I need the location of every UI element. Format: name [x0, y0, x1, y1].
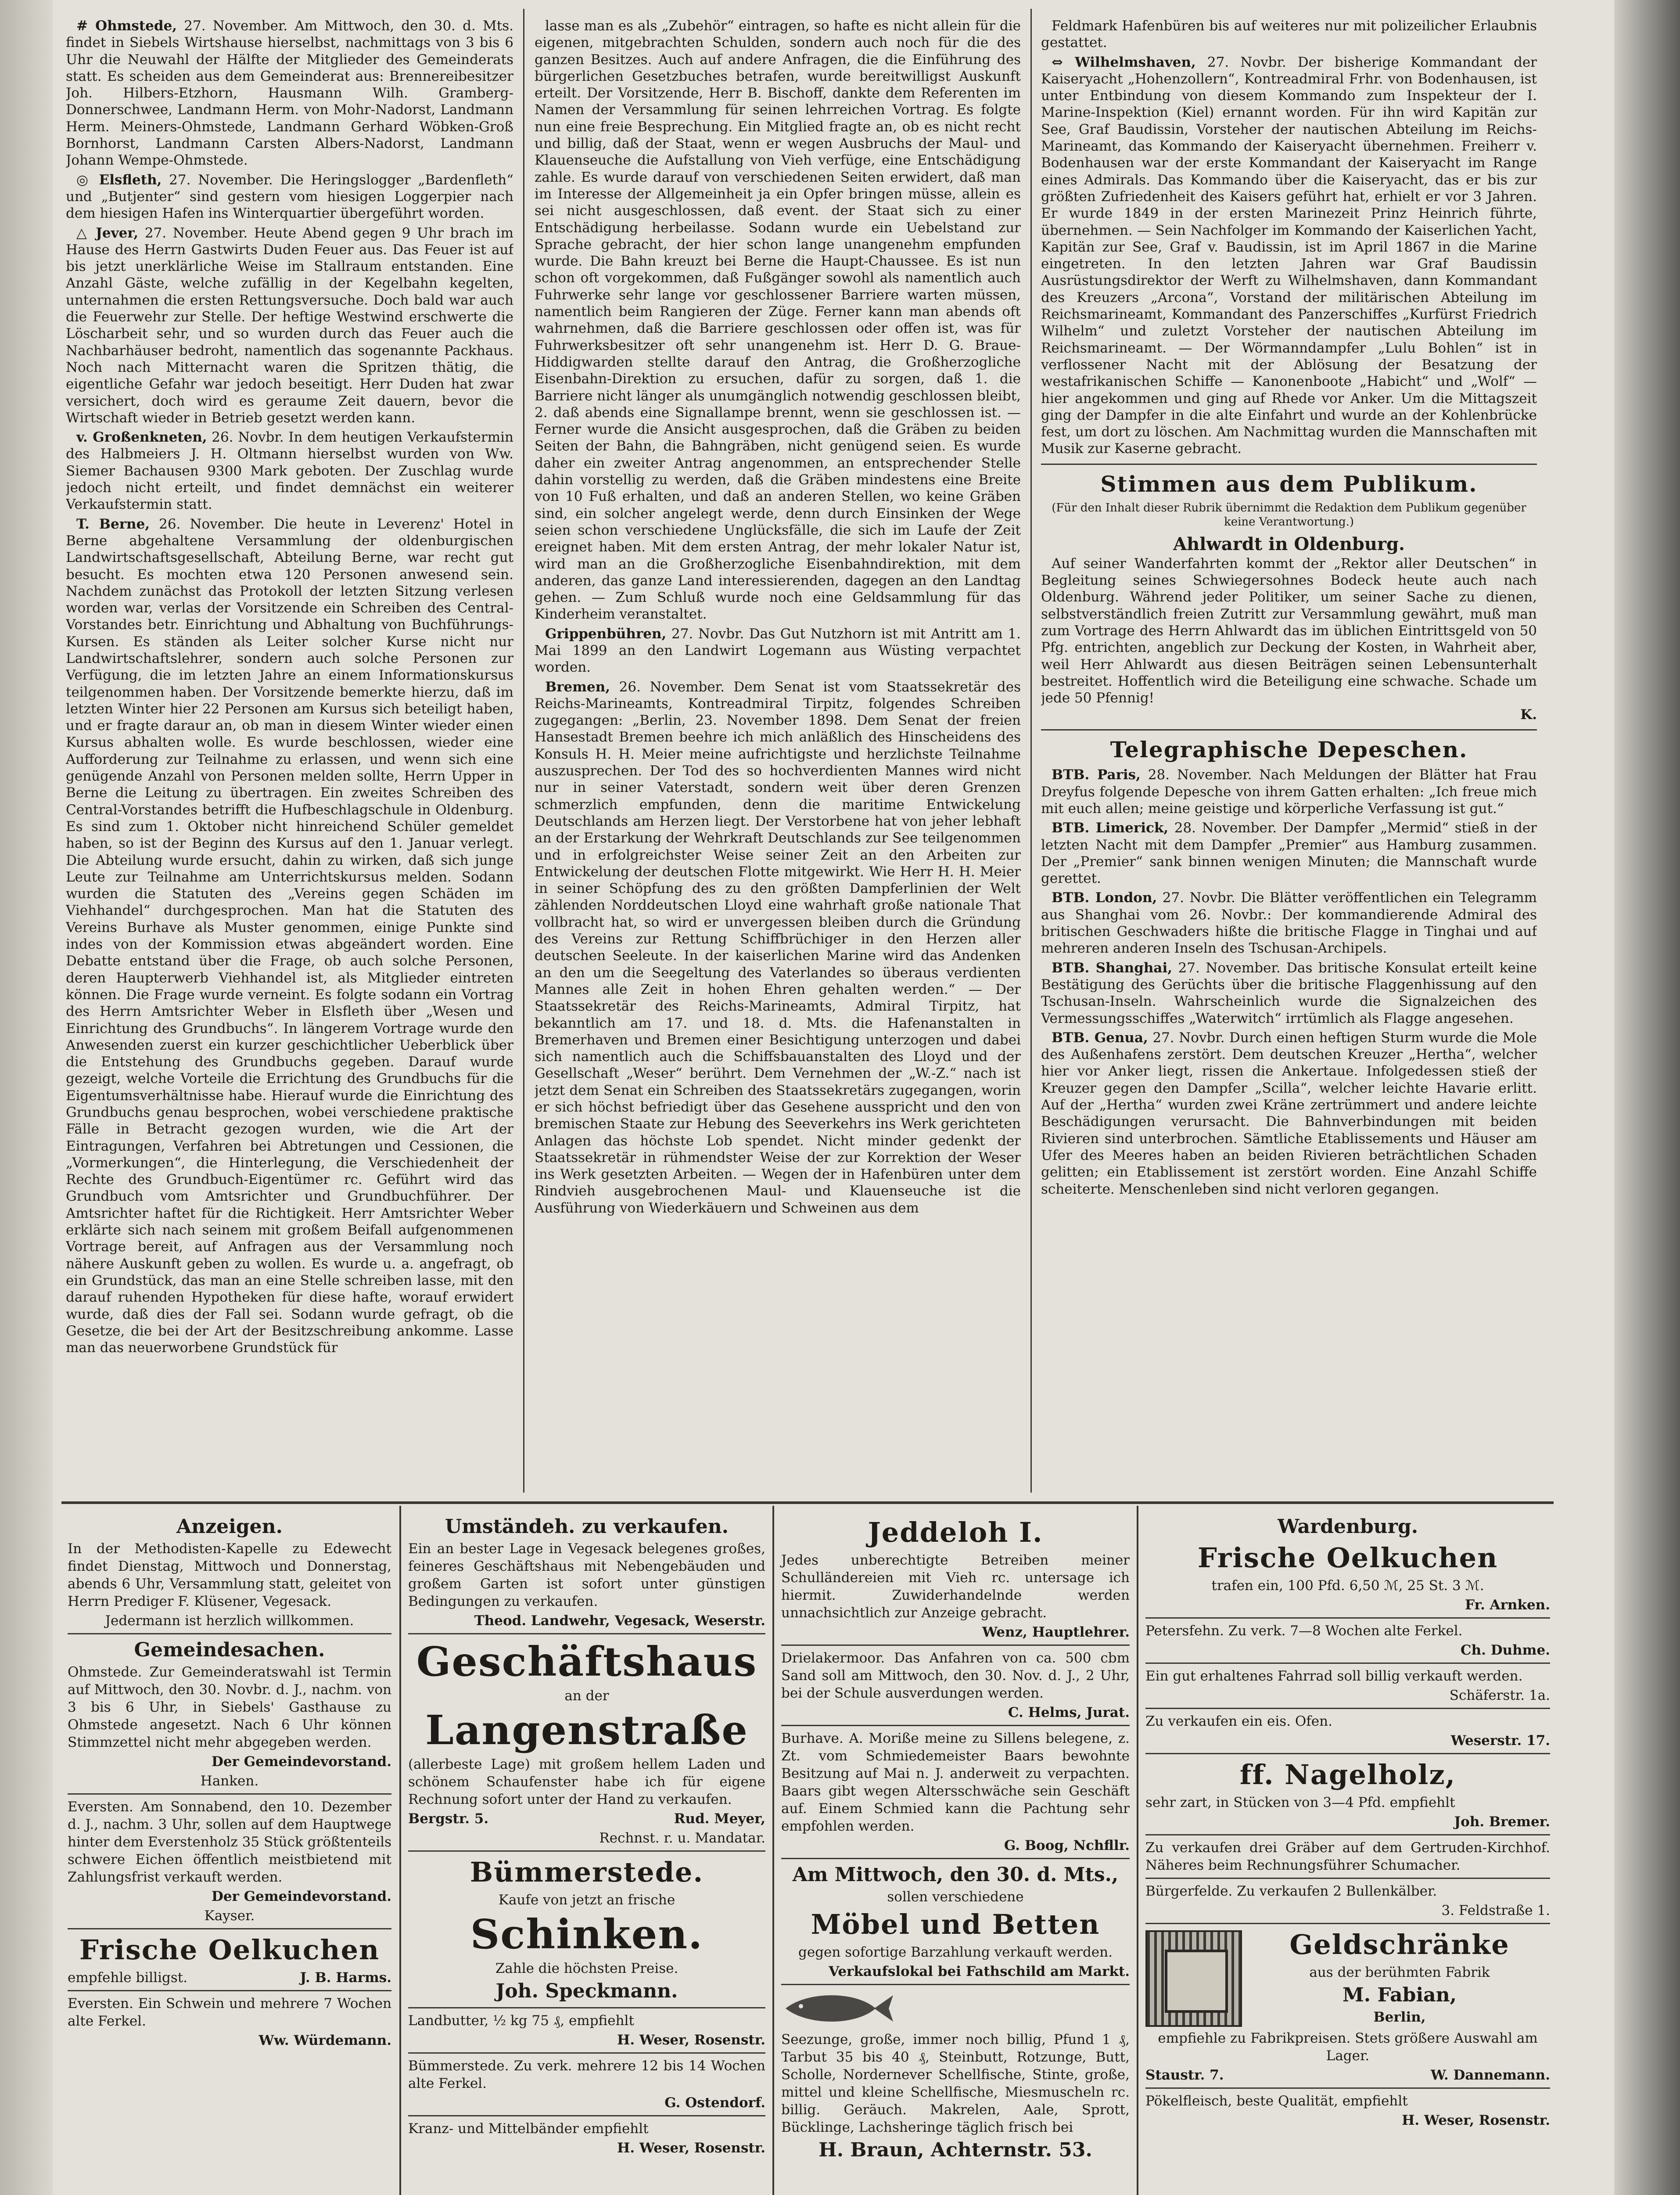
news-dateline: BTB. Genua,	[1052, 1029, 1148, 1046]
ad-eversten-text: Eversten. Am Sonnabend, den 10. Dezember d. J., nachm. 3 Uhr, sollen auf dem Hauptwege hinter dem Everstenholz 35 Stück größtenteils schwere Eichen öffentlich meistbietend mit Zahlungsfrist verkauft werden.	[68, 1799, 391, 1885]
ad-gemeinde-sign: Der Gemeindevorstand.	[211, 1754, 391, 1770]
ad-nagelholz-name: Joh. Bremer.	[1454, 1814, 1550, 1830]
ad-column-c	[775, 1510, 1136, 2195]
ad-column-rule	[399, 1506, 401, 2195]
ad-umstaende-text: Ein an bester Lage in Vegesack belegenes großes, feineres Geschäftshaus mit Nebengebäuden und großem Garten ist sofort unter günstigen Bedingungen zu verkaufen.	[408, 1541, 765, 1609]
ad-geldschraenke-addr: Staustr. 7.	[1145, 2067, 1224, 2083]
news-text: 27. November. Heute Abend gegen 9 Uhr brach im Hause des Herrn Gastwirts Duden Feuer aus. Das Feuer ist auf bis jetzt unerklärliche Weise im Stallraum entstanden. Eine Anzahl Gäste, welche zufällig in der Kegelbahn kegelten, unternahmen die ersten Rettungsversuche. Doch bald war auch die Feuerwehr zur Stelle. Der heftige Westwind erschwerte die Löscharbeit sehr, und so wurden durch das Feuer auch die Nachbarhäuser bedroht, namentlich das sogenannte Packhaus. Noch nach Mitternacht waren die Spritzen thätig, die eigentliche Gefahr war jedoch beseitigt. Herr Duden hat zwar versichert, doch wird es geraume Zeit dauern, bevor die Wirtschaft wieder in Betrieb gesetzt werden kann.	[66, 225, 513, 426]
ad-ofen-name: Weserstr. 17.	[1450, 1733, 1550, 1749]
news-paragraph	[66, 225, 513, 427]
news-paragraph	[1041, 960, 1537, 1027]
ad-geldschraenke-heading: Geldschränke	[1289, 1929, 1510, 1961]
ad-column-b	[402, 1510, 772, 2195]
ad-langenstrasse-heading: Langenstraße	[425, 1706, 748, 1754]
ad-wardenburg-top: Wardenburg.	[1277, 1515, 1418, 1538]
telegraph-heading: Telegraphische Depeschen.	[1110, 737, 1468, 763]
ad-schwein-name: Ww. Würdemann.	[258, 2033, 391, 2048]
ad-ferkel-text: Bümmerstede. Zu verk. mehrere 12 bis 14 Wochen alte Ferkel.	[408, 2058, 765, 2091]
ad-mittwoch-addr: Verkaufslokal bei Fathschild am Markt.	[829, 1964, 1130, 1979]
ad-ferkel-name: G. Ostendorf.	[664, 2095, 765, 2111]
ad-wardenburg-name: Fr. Arnken.	[1465, 1597, 1550, 1613]
ad-drielakermoor-text: Drielakermoor. Das Anfahren von ca. 500 cbm Sand soll am Mittwoch, den 30. Nov. d. J., 2 Uhr, bei der Schule ausverdungen werden.	[781, 1650, 1130, 1701]
stimmen-title: Ahlwardt in Oldenburg.	[1173, 533, 1405, 554]
ad-geldschraenke-text: aus der berühmten Fabrik	[1309, 1965, 1490, 1980]
ad-column-rule	[1137, 1506, 1138, 2195]
ad-buemmerstede-text2: Zahle die höchsten Preise.	[495, 1961, 678, 1976]
news-paragraph	[1041, 766, 1537, 817]
ad-petersfehn-text: Petersfehn. Zu verk. 7—8 Wochen alte Ferkel.	[1145, 1623, 1463, 1639]
news-text: 28. November. Nach Meldungen der Blätter hat Frau Dreyfus folgende Depesche von ihrem Gatten erhalten: „Ich freue mich mit euch allen; meine geistige und körperliche Verfassung ist gut.“	[1041, 767, 1537, 817]
news-dateline: BTB. Limerick,	[1052, 820, 1169, 836]
news-dateline: T. Berne,	[76, 516, 150, 532]
ad-geschaeftshaus-name: Rud. Meyer,	[674, 1811, 765, 1827]
ad-fahrrad-name: Schäferstr. 1a.	[1449, 1688, 1550, 1703]
news-dateline: ◎ Elsfleth,	[76, 172, 162, 188]
ad-column-a	[61, 1510, 398, 2195]
ad-braun-name: H. Braun, Achternstr. 53.	[818, 2139, 1092, 2161]
news-paragraph	[66, 429, 513, 513]
ad-nagelholz-heading: ff. Nagelholz,	[1239, 1759, 1456, 1791]
ad-burhave-text: Burhave. A. Moriße meine zu Sillens belegene, z. Zt. vom Schmiedemeister Baars bewohnte Besitzung auf Mai n. J. anderweit zu verpachten. Baars gibt wegen Altersschwäche sein Geschäft auf. Einem Schmied kann die Pachtung sehr empfohlen werden.	[781, 1731, 1130, 1834]
ad-landbutter-text: Landbutter, ½ kg 75 ₰, empfiehlt	[408, 2013, 634, 2029]
news-paragraph	[535, 626, 1021, 676]
ad-burhave-name: G. Boog, Nchfllr.	[1004, 1838, 1130, 1853]
ad-oelkuchen-text: empfehle billigst.	[68, 1970, 188, 1986]
ad-mittwoch-text: sollen verschiedene	[887, 1889, 1024, 1905]
news-text: Feldmark Hafenbüren bis auf weiteres nur mit polizeilicher Erlaubnis gestattet.	[1041, 18, 1537, 51]
ad-fabian-city: Berlin,	[1373, 2009, 1426, 2025]
news-paragraph	[66, 516, 513, 1357]
ad-eversten-sign2: Kayser.	[204, 1908, 255, 1924]
news-column-2	[535, 18, 1021, 1493]
section-rule	[1041, 729, 1537, 730]
ad-bullen-name: 3. Feldstraße 1.	[1441, 1903, 1550, 1918]
stimmen-sign: K.	[1520, 707, 1537, 723]
ad-methodisten-welcome: Jedermann ist herzlich willkommen.	[105, 1613, 354, 1629]
ad-buemmerstede-heading: Bümmerstede.	[470, 1856, 704, 1888]
news-paragraph	[66, 172, 513, 222]
news-paragraph	[1041, 820, 1537, 887]
ad-landbutter-name: H. Weser, Rosenstr.	[617, 2032, 765, 2048]
ad-gemeinde-heading: Gemeindesachen.	[134, 1639, 325, 1661]
ad-wardenburg-heading: Frische Oelkuchen	[1197, 1542, 1498, 1574]
ad-bullen-text: Bürgerfelde. Zu verkaufen 2 Bullenkälber.	[1145, 1883, 1437, 1899]
news-text: 27. November. Das britische Konsulat erteilt keine Bestätigung des Gerüchts über die britische Flaggenhissung auf den Tschusan-Inseln. Wahrscheinlich wurde die Signalzeichen des Vermessungsschiffes „Waterwitch“ irrtümlich als Flagge angesehen.	[1041, 960, 1537, 1026]
news-text: 27. Novbr. Das Gut Nutzhorn ist mit Antritt am 1. Mai 1899 an den Landwirt Logemann aus Wüsting verpachtet worden.	[535, 626, 1021, 676]
ad-eversten-sign: Der Gemeindevorstand.	[211, 1889, 391, 1904]
news-dateline: Bremen,	[545, 679, 610, 695]
stimmen-text: Auf seiner Wanderfahrten kommt der „Rektor aller Deutschen“ in Begleitung seines Schwiegersohnes Bodeck heute auch nach Oldenburg. Während jeder Politiker, um seiner Sache zu dienen, selbstverständlich freien Zutritt zur Versammlung gewährt, muß man zum Vortrage des Herrn Ahlwardt das im üblichen Eintrittsgeld von 50 Pfg. entrichten, angeblich zur Deckung der Kosten, in Wahrheit aber, weil Herr Ahlwardt aus diesen Beiträgen seinen Lebensunterhalt bestreitet. Hoffentlich wird die Beteiligung eine schwache. Schade um jede 50 Pfennig!	[1041, 555, 1537, 706]
news-paragraph	[1041, 18, 1537, 51]
news-dateline: ⇔ Wilhelmshaven,	[1052, 54, 1196, 70]
ad-gemeinde-sign2: Hanken.	[200, 1773, 259, 1789]
column-rule	[1030, 9, 1032, 1493]
ad-geschaeftshaus-addr: Bergstr. 5.	[408, 1811, 489, 1827]
ad-geschaeftshaus-heading: Geschäftshaus	[416, 1638, 757, 1685]
column-rule	[523, 9, 524, 1493]
ad-geschaeftshaus-name2: Rechnst. r. u. Mandatar.	[599, 1830, 765, 1846]
ad-nagelholz-text: sehr zart, in Stücken von 3—4 Pfd. empfiehlt	[1145, 1795, 1455, 1810]
news-paragraph	[66, 18, 513, 169]
ad-methodisten-text: In der Methodisten-Kapelle zu Edewecht findet Dienstag, Mittwoch und Donnerstag, abends 6 Uhr, Versammlung statt, geleitet von Herrn Prediger F. Klüsener, Vegesack.	[68, 1541, 391, 1609]
news-text: 27. Novbr. Der bisherige Kommandant der Kaiseryacht „Hohenzollern“, Kontreadmiral Frhr. von Bodenhausen, ist unter Entbindung von diesem Kommando zum Inspekteur der I. Marine-Inspektion (Kiel) ernannt worden. Für ihn wird Kapitän zur See, Graf Baudissin, Vorsteher der nautischen Abteilung im Reichs-Marineamt, das Kommando der Kaiseryacht übernehmen. Freiherr v. Bodenhausen war der erste Kommandant der Kaiseryacht im Range eines Admirals. Das Kommando über die Kaiseryacht, das er bis zur größten Zufriedenheit des Kaisers geführt hat, erhielt er vor 3 Jahren. Er wurde 1849 in der ersten Marinezeit Prinz Heinrich führte, übernehmen. — Sein Nachfolger im Kommando der Kaiserlichen Yacht, Kapitän zur See, Graf v. Baudissin, ist im April 1867 in die Marine eingetreten. In den letzten Jahren war Graf Baudissin Ausrüstungsdirektor der Werft zu Wilhelmshaven, dann Kommandant des Kreuzers „Arcona“, Vorstand der militärischen Abteilung im Reichsmarineamt, Kommandant des Panzerschiffes „Kurfürst Friedrich Wilhelm“ und zuletzt Vorsteher der nautischen Abteilung im Reichsmarineamt. — Der Wörmanndampfer „Lulu Bohlen“ ist in verflossener Nacht mit der Ablösung der Besatzung der westafrikanischen Schiffe — Kanonenboote „Habicht“ und „Wolf“ — hier angekommen und ging auf Rhede vor Anker. Um die Mittagszeit ging der Dampfer in die alte Einfahrt und wurde an der Kohlenbrücke fest, um dort zu löschen. Am Nachmittag wurden die Mannschaften mit Musik zur Kaserne gebracht.	[1041, 54, 1537, 457]
news-dateline: BTB. Paris,	[1052, 767, 1141, 783]
ad-umstaende-heading: Umständeh. zu verkaufen.	[445, 1515, 729, 1538]
ad-jeddeloh-name: Wenz, Hauptlehrer.	[982, 1624, 1130, 1640]
ad-fabian-name: M. Fabian,	[1343, 1984, 1457, 2006]
page-left-edge	[0, 0, 53, 2195]
ad-mittwoch-heading: Am Mittwoch, den 30. d. Mts.,	[792, 1864, 1119, 1886]
ad-graeber-text: Zu verkaufen drei Gräber auf dem Gertruden-Kirchhof. Näheres beim Rechnungsführer Schumacher.	[1145, 1840, 1550, 1873]
ad-fahrrad-text: Ein gut erhaltenes Fahrrad soll billig verkauft werden.	[1145, 1668, 1523, 1684]
news-paragraph	[1041, 54, 1537, 457]
ad-petersfehn-name: Ch. Duhme.	[1460, 1642, 1550, 1658]
news-paragraph	[1041, 1029, 1537, 1198]
ad-oelkuchen-heading: Frische Oelkuchen	[79, 1934, 380, 1966]
ad-ofen-text: Zu verkaufen ein eis. Ofen.	[1145, 1713, 1332, 1729]
newspaper-page	[53, 0, 1615, 2195]
stimmen-disclaimer: (Für den Inhalt dieser Rubrik übernimmt die Redaktion dem Publikum gegenüber keine Verantwortung.)	[1052, 501, 1526, 529]
ad-jeddeloh-text: Jedes unberechtigte Betreiben meiner Schulländereien mit Vieh rc. untersage ich hiermit. Zuwiderhandelnde werden unnachsichtlich zur Anzeige gebracht.	[781, 1552, 1130, 1621]
news-paragraph	[535, 679, 1021, 1217]
ad-drielakermoor-name: C. Helms, Jurat.	[1008, 1705, 1130, 1720]
fish-icon	[781, 1989, 895, 2028]
news-text: 27. November. Die Heringslogger „Bardenfleth“ und „Butjenter“ sind gestern vom hiesigen Loggerpier nach dem hiesigen Hafen ins Winterquartier übergeführt worden.	[66, 172, 513, 222]
ad-poekelfleisch-text: Pökelfleisch, beste Qualität, empfiehlt	[1145, 2093, 1408, 2109]
stimmen-heading: Stimmen aus dem Publikum.	[1100, 471, 1478, 497]
ad-kranz-name: H. Weser, Rosenstr.	[617, 2140, 765, 2156]
news-text: 27. November. Am Mittwoch, den 30. d. Mts. findet in Siebels Wirtshause hierselbst, nachmittags von 3 bis 6 Uhr die Neuwahl der Hälfte der Mitglieder des Gemeinderats statt. Es scheiden aus dem Gemeinderat aus: Brennereibesitzer Joh. Hilbers-Etzhorn, Hausmann Wilh. Gramberg-Donnerschwee, Landmann Herm. von Mohr-Nadorst, Landmann Herm. Meiners-Ohmstede, Landmann Gerhard Wöbken-Groß Bornhorst, Landmann Carsten Albers-Nadorst, Landmann Johann Wempe-Ohmstede.	[66, 18, 513, 169]
news-dateline: v. Großenkneten,	[76, 429, 207, 446]
safe-icon	[1145, 1930, 1242, 2027]
ad-jeddeloh-heading: Jeddeloh I.	[868, 1516, 1043, 1548]
news-dateline: △ Jever,	[76, 225, 139, 241]
news-text: 28. November. Der Dampfer „Mermid“ stieß in der letzten Nacht mit dem Dampfer „Premier“ aus Hamburg zusammen. Der „Premier“ sank binnen wenigen Minuten; die Mannschaft wurde gerettet.	[1041, 820, 1537, 887]
ad-wardenburg-text: trafen ein, 100 Pfd. 6,50 ℳ, 25 St. 3 ℳ.	[1211, 1578, 1484, 1594]
ad-geldschraenke-text2: empfiehle zu Fabrikpreisen. Stets größere Auswahl am Lager.	[1158, 2030, 1538, 2064]
ad-buemmerstede-text: Kaufe von jetzt an frische	[498, 1892, 675, 1908]
news-dateline: BTB. Shanghai,	[1052, 960, 1173, 976]
ad-oelkuchen-name: J. B. Harms.	[300, 1970, 391, 1986]
ad-umstaende-name: Theod. Landwehr, Vegesack, Weserstr.	[474, 1613, 765, 1629]
ad-mittwoch-text2: gegen sofortige Barzahlung verkauft werden.	[798, 1944, 1113, 1960]
news-dateline: BTB. London,	[1052, 890, 1157, 906]
ad-gemeinde-text: Ohmstede. Zur Gemeinderatswahl ist Termin auf Mittwoch, den 30. Novbr. d. J., nachm. von 3 bis 6 Uhr, in Siebels' Gasthause zu Ohmstede angesetzt. Nach 6 Uhr können Stimmzettel nicht mehr abgegeben werden.	[68, 1664, 391, 1750]
news-dateline: # Ohmstede,	[76, 18, 177, 34]
news-text: 26. November. Dem Senat ist vom Staatssekretär des Reichs-Marineamts, Kontreadmiral Tirpitz, folgendes Schreiben zugegangen: „Berlin, 23. November 1898. Dem Senat der freien Hansestadt Bremen beehre ich mich anläßlich des Hinscheidens des Konsuls H. H. Meier meine aufrichtigste und herzlichste Teilnahme auszusprechen. Der Tod des so hochverdienten Mannes wird nicht nur in seiner Vaterstadt, sondern weit über deren Grenzen schmerzlich empfunden, denn die maritime Entwickelung Deutschlands am Herzen liegt. Der Verstorbene hat von jeher lebhaft an der Erstarkung der Wehrkraft Deutschlands zur See teilgenommen und in erfolgreichster Weise seiner Zeit an den Arbeiten zur Entwickelung der deutschen Flotte mitgewirkt. Wie Herr H. H. Meier in seiner Schöpfung des zu den größten Dampferlinien der Welt zählenden Norddeutschen Lloyd eine wahrhaft große nationale That vollbracht hat, so wird er unvergessen bleiben durch die Gründung des Vereins zur Rettung Schiffbrüchiger in den Herzen aller deutschen Seeleute. In der kaiserlichen Marine wird das Andenken an den um die Seegeltung des Vaterlandes so überaus verdienten Mannes alle Zeit in hohen Ehren gehalten werden.“ — Der Staatssekretär des Reichs-Marineamts, Admiral Tirpitz, hat bekanntlich am 17. und 18. d. Mts. die Hafenanstalten in Bremerhaven und Bremen einer Besichtigung unterzogen und dabei sich namentlich auch die Schiffsbauanstalten des Lloyd und der Gesellschaft „Weser“ berührt. Dem Vernehmen der „W.-Z.“ nach ist jetzt dem Senat ein Schreiben des Staatssekretärs zugegangen, worin er sich höchst befriedigt über das Gesehene ausspricht und den von bremischen Staate zur Hebung des Seeverkehrs ins Werk gerichteten Anlagen das höchste Lob spendet. Nicht minder gedenkt der Staatssekretär in rühmendster Weise der zur Korrektion der Weser ins Werk gesetzten Arbeiten. — Wegen der in Hafenbüren unter dem Rindvieh ausgebrochenen Maul- und Klauenseuche ist die Ausführung von Wiederkäuern und Schweinen aus dem	[535, 679, 1021, 1216]
section-rule	[1041, 464, 1537, 465]
ads-top-rule	[61, 1501, 1554, 1504]
ad-geschaeftshaus-text: (allerbeste Lage) mit großem hellem Laden und schönem Schaufenster habe ich für eigene Rechnung sofort unter der Hand zu verkaufen.	[408, 1756, 765, 1807]
ad-column-rule	[772, 1506, 774, 2195]
news-text: lasse man es als „Zubehör“ eintragen, so hafte es nicht allein für die eigenen, mitgebrachten Schulden, sondern auch noch für die des ganzen Besitzes. Auch auf andere Anfragen, die die Einführung des bürgerlichen Gesetzbuches betrafen, wurde bereitwilligst Auskunft erteilt. Der Vorsitzende, Herr B. Bischoff, dankte dem Referenten im Namen der Versammlung für seinen lehrreichen Vortrag. Es folgte nun eine freie Besprechung. Ein Mitglied fragte an, ob es nicht recht und billig, daß der Staat, wenn er wegen Ausbruchs der Maul- und Klauenseuche die Aufstallung von Vieh verfüge, eine Entschädigung zahle. Es wurde darauf von verschiedenen Seiten erwidert, daß man im Interesse der Allgemeinheit ja ein Opfer bringen müsse, allein es sei nicht ausgeschlossen, daß event. der Staat sich zu einer Entschädigung herbeilasse. Sodann wurde ein Uebelstand zur Sprache gebracht, der hier schon lange unangenehm empfunden wurde. Die Bahn kreuzt bei Berne die Haupt-Chaussee. Es ist nun schon oft vorgekommen, daß Fußgänger sowohl als namentlich auch Fuhrwerke sehr lange vor geschlossener Barriere warten müssen, namentlich beim Rangieren der Züge. Ferner kann man abends oft wahrnehmen, daß die Barriere geschlossen oder offen ist, was für Fuhrwerksbesitzer oft sehr unangenehm ist. Herr D. G. Braue-Hiddigwarden stellte darauf den Antrag, die Großherzogliche Eisenbahn-Direktion zu ersuchen, dafür zu sorgen, daß 1. die Barriere nicht länger als unumgänglich notwendig geschlossen bleibt, 2. daß abends eine Signallampe brennt, wenn sie geschlossen ist. — Ferner wurde die Ansicht ausgesprochen, daß die Gräben zu beiden Seiten der Bahn, die Bahngräben, nicht genügend seien. Es wurde daher ein zweiter Antrag angenommen, an entsprechender Stelle dahin vorstellig zu werden, daß die Gräben mindestens eine Breite von 10 Fuß erhalten, und daß an anderen Stellen, wo keine Gräben sind, ein solcher angelegt werde, denn durch Einsinken der Wege seien schon verschiedene Unglücksfälle, die sich im Laufe der Zeit ereignet haben. Mit dem ersten Antrag, der mehr lokaler Natur ist, wird man an die Großherzogliche Eisenbahndirektion, mit dem anderen, das ganze Land interessierenden, dagegen an den Landtag gehen. — Zum Schluß wurde noch eine Geldsammlung für das Kinderheim veranstaltet.	[535, 18, 1021, 623]
news-text: 27. Novbr. Die Blätter veröffentlichen ein Telegramm aus Shanghai vom 26. Novbr.: Der kommandierende Admiral des britischen Geschwaders hißte die britische Flagge in Tinghai und auf mehreren anderen Inseln des Tschusan-Archipels.	[1041, 890, 1537, 957]
ad-moebel-heading: Möbel und Betten	[811, 1908, 1100, 1940]
ad-dannemann-name: W. Dannemann.	[1430, 2067, 1550, 2083]
ad-schwein-text: Eversten. Ein Schwein und mehrere 7 Wochen alte Ferkel.	[68, 1996, 391, 2029]
ad-speckmann-name: Joh. Speckmann.	[495, 1980, 678, 2002]
news-paragraph	[535, 18, 1021, 623]
ad-poekelfleisch-name: H. Weser, Rosenstr.	[1402, 2112, 1550, 2128]
news-column-3	[1041, 18, 1537, 1493]
news-paragraph	[1041, 889, 1537, 957]
page-binding-shadow	[1614, 0, 1680, 2195]
news-text: 26. November. Die heute in Leverenz' Hotel in Berne abgehaltene Versammlung der oldenburgischen Landwirtschaftsgesellschaft, Abteilung Berne, war recht gut besucht. Es mochten etwa 120 Personen anwesend sein. Nachdem zunächst das Protokoll der letzten Sitzung verlesen worden war, verlas der Vorsitzende ein Schreiben des Central-Vorstandes betr. Einrichtung und Abhaltung von Buchführungs-Kursen. Es ständen als Leiter solcher Kurse nicht nur Landwirtschaftslehrer, sondern auch solche Personen zur Verfügung, die im letzten Jahre an einem Informationskursus teilgenommen haben. Der Vorsitzende bemerkte hierzu, daß im letzten Winter hier 22 Personen am Kursus sich beteiligt haben, und er fragte daraur an, ob man in diesem Winter wieder einen Kursus abhalten wolle. Es wurde beschlossen, wieder eine Aufforderung zur Teilnahme zu erlassen, und wenn sich eine genügende Anzahl von Personen melden sollte, Herrn Upper in Berne die Leitung zu übertragen. Ein zweites Schreiben des Central-Vorstandes betrifft die Hufbeschlagschule in Oldenburg. Es sind zum 1. Oktober nicht hinreichend Schüler gemeldet haben, so ist der Beginn des Kursus auf den 1. Januar verlegt. Die Abteilung wurde ersucht, dahin zu wirken, daß sich junge Leute zur Teilnahme am Unterrichtskursus melden. Sodann wurden die Statuten des „Vereins gegen Schäden im Viehhandel“ durchgesprochen. Man hat die Statuten des Vereins Burhave als Muster genommen, einige Punkte sind indes von der Kommission etwas abgeändert worden. Eine Debatte entstand über die Frage, ob auch solche Personen, deren Haupterwerb Viehhandel ist, als Mitglieder eintreten können. Die Frage wurde verneint. Es folgte sodann ein Vortrag des Herrn Amtsrichter Weber in Elsfleth über „Wesen und Einrichtung des Grundbuchs“. In längerem Vortrage wurde den Anwesenden zuerst ein kurzer geschichtlicher Ueberblick über die Entstehung des Grundbuchs gegeben. Darauf wurde gezeigt, welche Vorteile die Errichtung des Grundbuchs für die Eigentumsverhältnisse habe. Hierauf wurde die Einrichtung des Grundbuchs genau besprochen, wobei verschiedene praktische Fälle in Betracht gezogen wurden, wie die Art der Eintragungen, Verfahren bei Abtretungen und Cessionen, die „Vormerkungen“, die Hinterlegung, die Verschiedenheit der Rechte des Grundbuch-Eigentümer rc. Geführt wird das Grundbuch vom Amtsrichter und Grundbuchführer. Der Amtsrichter haftet für die Richtigkeit. Herr Amtsrichter Weber erklärte sich nach seinem mit großem Beifall aufgenommenen Vortrage bereit, auf Anfragen aus der Versammlung noch nähere Auskunft geben zu wollen. Es wurde u. a. angefragt, ob ein Grundstück, das man an eine Stelle schreiben lasse, mit den darauf ruhenden Hypotheken für diese hafte, worauf erwidert wurde, daß dies der Fall sei. Sodann wurde gefragt, ob die Gesetze, die bei der Art der Besitzschreibung ankomme. Lasse man das neuerworbene Grundstück für	[66, 516, 513, 1356]
ad-anzeigen-heading: Anzeigen.	[176, 1515, 283, 1538]
ad-seezunge-text: Seezunge, große, immer noch billig, Pfund 1 ₰, Tarbut 35 bis 40 ₰, Steinbutt, Rotzunge, Butt, Scholle, Nordernever Schellfische, Stinte, große, mittel und kleine Schellfische, Miesmuscheln rc. billig. Geräuch. Makrelen, Aale, Sprott, Bücklinge, Lachsheringe täglich frisch bei	[781, 2032, 1130, 2135]
ad-kranz-text: Kranz- und Mittelbänder empfiehlt	[408, 2121, 649, 2137]
news-column-1	[66, 18, 513, 1493]
ad-geschaeftshaus-sub: an der	[564, 1688, 609, 1704]
news-dateline: Grippenbühren,	[545, 626, 667, 642]
ad-column-d	[1139, 1510, 1556, 2195]
news-text: 27. Novbr. Durch einen heftigen Sturm wurde die Mole des Außenhafens zerstört. Dem deutschen Kreuzer „Hertha“, welcher hier vor Anker liegt, rissen die Ankertaue. Infolgedessen stieß der Kreuzer gegen den Dampfer „Scilla“, welcher leichte Havarie erlitt. Auf der „Hertha“ wurden zwei Kräne zertrümmert und andere leichte Beschädigungen verursacht. Die Bahnverbindungen mit beiden Rivieren sind unterbrochen. Sämtliche Etablissements und Häuser am Ufer des Meeres haben an beiden Rivieren beträchtlichen Schaden gelitten; ein Etablissement ist zerstört worden. Eine Anzahl Schiffe scheiterte. Menschenleben sind nicht verloren gegangen.	[1041, 1029, 1537, 1197]
news-text: 26. Novbr. In dem heutigen Verkaufstermin des Halbmeiers J. H. Oltmann hierselbst wurden von Ww. Siemer Bachausen 9300 Mark geboten. Der Zuschlag wurde jedoch nicht erteilt, und findet demnächst ein weiterer Verkaufstermin statt.	[66, 429, 513, 513]
ad-schinken-heading: Schinken.	[470, 1911, 704, 1958]
